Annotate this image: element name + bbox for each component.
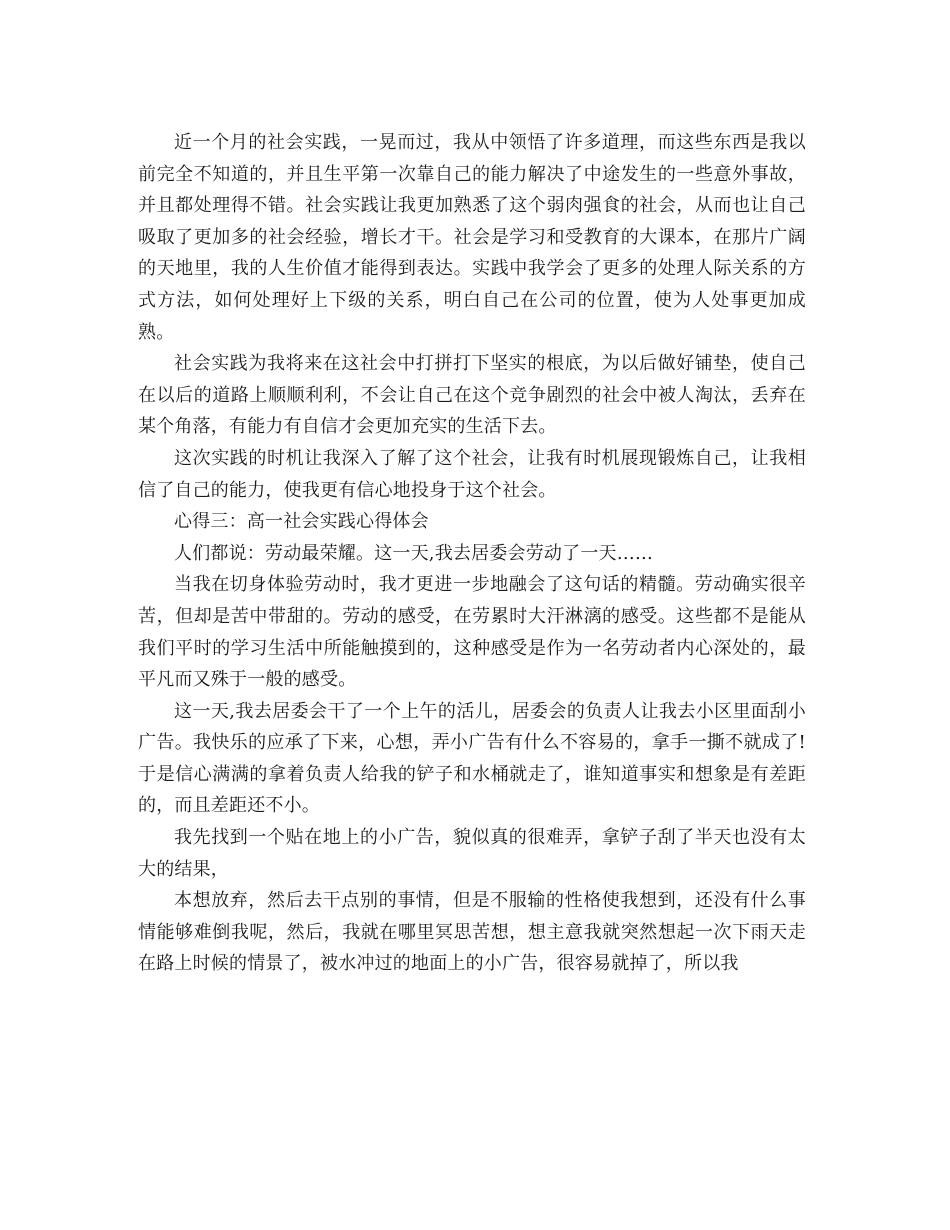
paragraph-5: 当我在切身体验劳动时，我才更进一步地融会了这句话的精髓。劳动确实很辛苦，但却是苦中带甜的。劳动的感受，在劳累时大汗淋漓的感受。这些都不是能从我们平时的学习生活中所能触摸到的，这种感受是作为一名劳动者内心深处的，最平凡而又殊于一般的感受。: [138, 574, 806, 691]
document-body: [138, 127, 806, 980]
paragraph-3: 这次实践的时机让我深入了解了这个社会，让我有时机展现锻炼自己，让我相信了自己的能力，使我更有信心地投身于这个社会。: [138, 447, 806, 501]
paragraph-2: 社会实践为我将来在这社会中打拼打下坚实的根底，为以后做好铺垫，使自己在以后的道路上顺顺利利，不会让自己在这个竞争剧烈的社会中被人淘汰，丢弃在某个角落，有能力有自信才会更加充实的生活下去。: [138, 353, 806, 438]
paragraph-7: 我先找到一个贴在地上的小广告，貌似真的很难弄，拿铲子刮了半天也没有太大的结果，: [138, 827, 806, 880]
paragraph-8: 本想放弃，然后去干点别的事情，但是不服输的性格使我想到，还没有什么事情能够难倒我呢，然后，我就在哪里冥思苦想，想主意我就突然想起一次下雨天走在路上时候的情景了，被水冲过的地面上的小广告，很容易就掉了，所以我: [138, 890, 806, 975]
section-heading: 心得三：高一社会实践心得体会: [174, 511, 429, 533]
paragraph-6: 这一天,我去居委会干了一个上午的活儿，居委会的负责人让我去小区里面刮小广告。我快乐的应承了下来，心想，弄小广告有什么不容易的，拿手一撕不就成了!于是信心满满的拿着负责人给我的铲子和水桶就走了，谁知道事实和想象是有差距的，而且差距还不小。: [138, 700, 806, 817]
paragraph-4: 人们都说：劳动最荣耀。这一天,我去居委会劳动了一天……: [174, 542, 654, 564]
paragraph-1: 近一个月的社会实践，一晃而过，我从中领悟了许多道理，而这些东西是我以前完全不知道的，并且生平第一次靠自己的能力解决了中途发生的一些意外事故，并且都处理得不错。社会实践让我更加熟悉了这个弱肉强食的社会，从而也让自己吸取了更加多的社会经验，增长才干。社会是学习和受教育的大课本，在那片广阔的天地里，我的人生价值才能得到表达。实践中我学会了更多的处理人际关系的方式方法，如何处理好上下级的关系，明白自己在公司的位置，使为人处事更加成熟。: [138, 132, 806, 343]
